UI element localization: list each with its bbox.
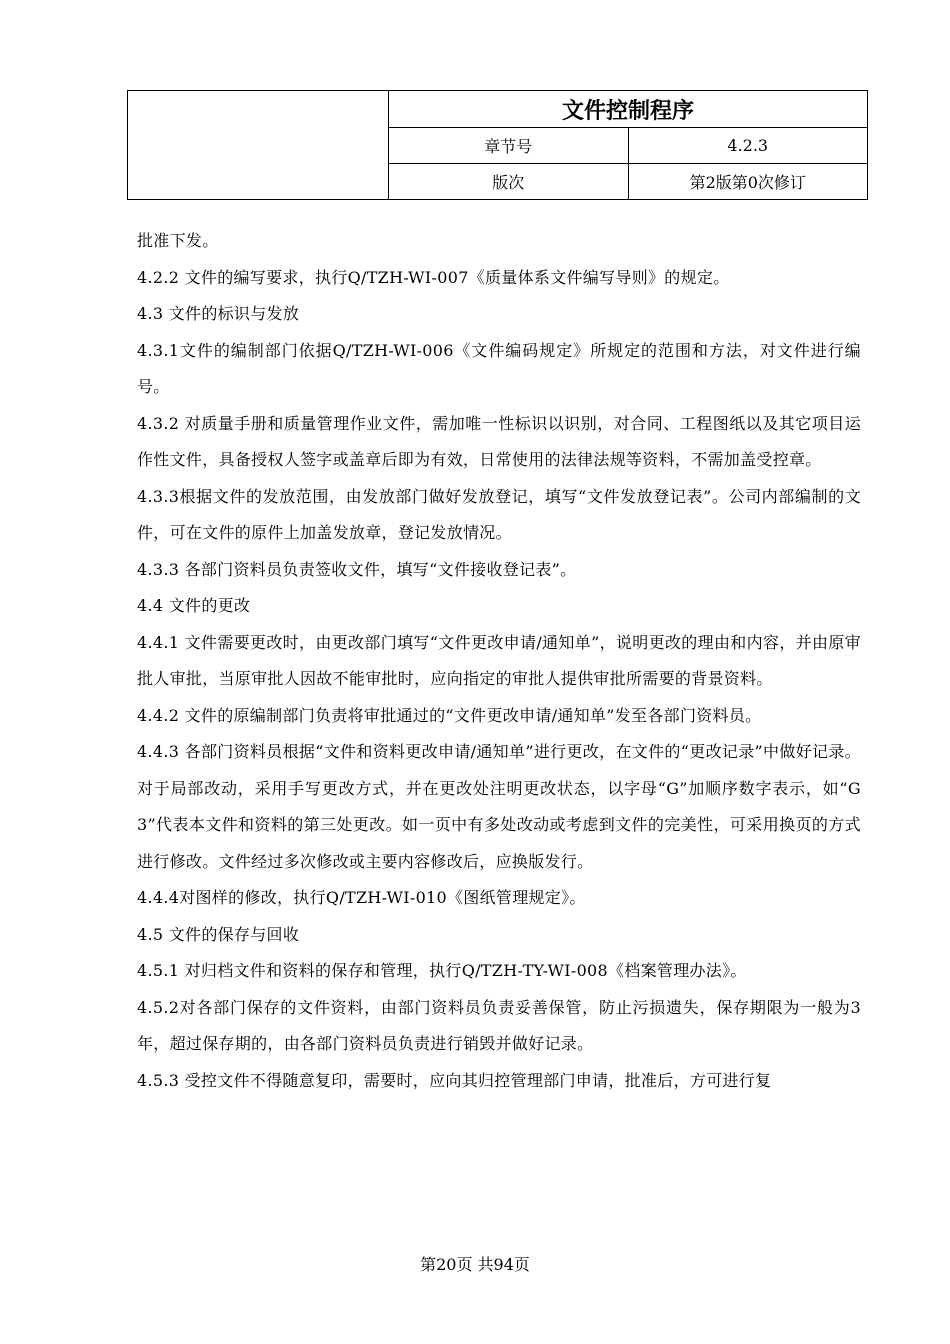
paragraph: 4.5.1 对归档文件和资料的保存和管理，执行Q/TZH-TY-WI-008《档案管理办法》。 [137, 961, 747, 980]
paragraph: 4.4.3 各部门资料员根据“文件和资料更改申请/通知单”进行更改，在文件的“更改记录”中做好记录。对于局部改动，采用手写更改方式，并在更改处注明更改状态，以字母“G”加顺序数字表示，如“G3”代表本文件和资料的第三处更改。如一页中有多处改动或考虑到文件的完美性，可采用换页的方式进行修改。文件经过多次修改或主要内容修改后，应换版发行。 [137, 742, 861, 871]
paragraph: 4.4.4对图样的修改，执行Q/TZH-WI-010《图纸管理规定》。 [137, 888, 586, 907]
logo-cell [128, 91, 389, 200]
paragraph: 4.2.2 文件的编写要求，执行Q/TZH-WI-007《质量体系文件编写导则》的规定。 [137, 267, 730, 287]
section-heading: 4.4 文件的更改 [137, 596, 251, 615]
section-number-value: 4.2.3 [628, 128, 868, 164]
paragraph: 4.4.2 文件的原编制部门负责将审批通过的“文件更改申请/通知单”发至各部门资料员。 [137, 705, 762, 725]
paragraph: 4.5.3 受控文件不得随意复印，需要时，应向其归控管理部门申请，批准后，方可进行复 [137, 1070, 772, 1090]
page-number: 第20页 共94页 [420, 1255, 530, 1274]
edition-label: 版次 [389, 164, 629, 200]
section-heading: 4.5 文件的保存与回收 [137, 924, 300, 944]
section-heading: 4.3 文件的标识与发放 [137, 304, 300, 323]
paragraph: 4.4.1 文件需要更改时，由更改部门填写“文件更改申请/通知单”，说明更改的理由和内容，并由原审批人审批，当原审批人因故不能审批时，应向指定的审批人提供审批所需要的背景资料。 [137, 632, 861, 688]
document-title: 文件控制程序 [389, 91, 868, 128]
section-number-label: 章节号 [389, 128, 629, 164]
document-header-table [127, 90, 868, 200]
paragraph: 4.3.3 各部门资料员负责签收文件，填写“文件接收登记表”。 [137, 559, 577, 579]
paragraph: 4.3.3根据文件的发放范围，由发放部门做好发放登记，填写“文件发放登记表”。公司内部编制的文件，可在文件的原件上加盖发放章，登记发放情况。 [137, 486, 861, 542]
paragraph: 4.3.1文件的编制部门依据Q/TZH-WI-006《文件编码规定》所规定的范围和方法，对文件进行编号。 [137, 340, 861, 396]
paragraph: 4.3.2 对质量手册和质量管理作业文件，需加唯一性标识以识别，对合同、工程图纸以及其它项目运作性文件，具备授权人签字或盖章后即为有效，日常使用的法律法规等资料，不需加盖受控章。 [137, 413, 861, 469]
paragraph: 批准下发。 [137, 231, 219, 250]
document-body [137, 223, 861, 1099]
edition-value: 第2版第0次修订 [628, 164, 868, 200]
paragraph: 4.5.2对各部门保存的文件资料，由部门资料员负责妥善保管，防止污损遗失，保存期限为一般为3年，超过保存期的，由各部门资料员负责进行销毁并做好记录。 [137, 997, 861, 1053]
